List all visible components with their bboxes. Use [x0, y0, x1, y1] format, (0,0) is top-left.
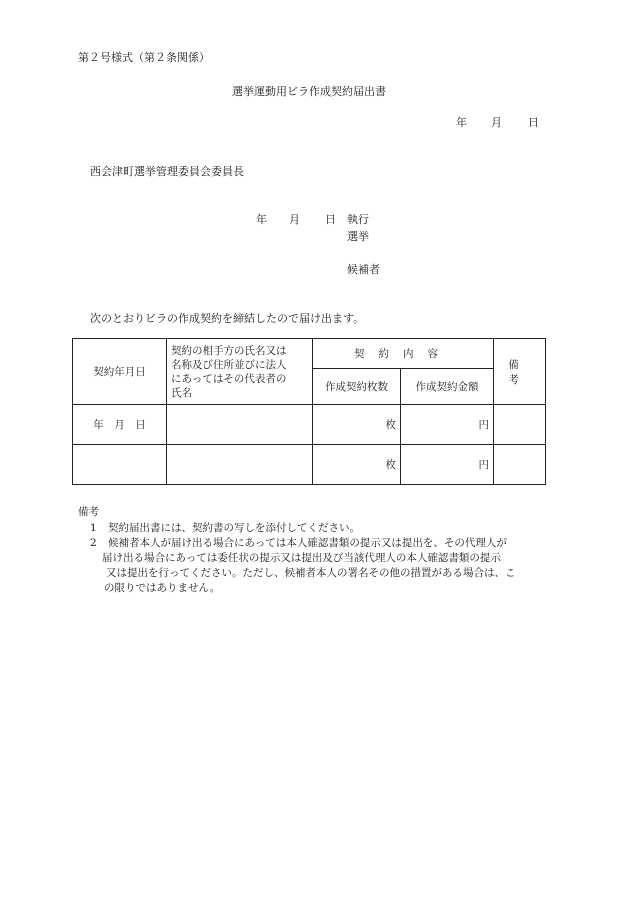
row-counterparty-cell[interactable]	[167, 445, 313, 485]
row-remarks-cell[interactable]	[494, 445, 546, 485]
note-line: の限りではありません。	[104, 582, 221, 594]
date-year-label: 年	[456, 116, 467, 129]
date-day-label: 日	[528, 116, 539, 129]
note-text	[102, 536, 558, 596]
table-row	[73, 405, 546, 445]
document-title: 選挙運動用ビラ作成契約届出書	[232, 85, 386, 98]
addressee: 西会津町選挙管理委員会委員長	[90, 165, 244, 178]
statement-text: 次のとおりビラの作成契約を締結したので届け出ます。	[90, 312, 365, 325]
contract-table	[72, 338, 546, 485]
header-contract-details	[313, 339, 494, 369]
candidate-label: 候補者	[347, 263, 380, 276]
election-label: 選挙	[347, 230, 369, 243]
note-line: 届け出る場合にあっては委任状の提示又は提出及び当該代理人の本人確認書類の提示	[102, 552, 501, 564]
note-line: 契約届出書には、契約書の写しを添付してください。	[108, 522, 360, 534]
form-number: 第２号様式（第２条関係）	[78, 51, 210, 64]
row-counterparty-cell[interactable]	[167, 405, 313, 445]
note-text	[108, 521, 558, 536]
note-number: 2	[90, 537, 97, 549]
election-month-label: 月	[289, 213, 300, 226]
header-counterparty-line: 契約の相手方の氏名又は	[171, 344, 287, 357]
note-number: 1	[90, 522, 97, 534]
note-item	[90, 521, 558, 536]
header-counterparty-line: 名称及び住所並びに法人	[171, 358, 287, 371]
row-date-cell[interactable]: 年 月 日	[73, 405, 167, 445]
header-copies: 作成契約枚数	[313, 369, 401, 405]
row-date-cell[interactable]	[73, 445, 167, 485]
election-year-label: 年	[256, 213, 267, 226]
header-remarks-text: 備考	[508, 358, 531, 386]
election-held-label: 執行	[347, 213, 369, 226]
date-month-label: 月	[491, 116, 502, 129]
header-counterparty-line: にあってはその代表者の	[171, 372, 287, 385]
table-row	[73, 445, 546, 485]
notes-title: 備考	[78, 506, 99, 518]
header-contract-details-text: 契約内容	[354, 348, 452, 360]
row-copies-cell[interactable]: 枚	[313, 445, 401, 485]
row-copies-cell[interactable]: 枚	[313, 405, 401, 445]
note-line: 又は提出を行ってください。ただし、候補者本人の署名その他の措置がある場合は、こ	[106, 567, 516, 579]
row-amount-cell[interactable]: 円	[401, 445, 494, 485]
header-counterparty-line: 氏名	[171, 386, 192, 399]
header-contract-date: 契約年月日	[73, 339, 167, 405]
election-day-label: 日	[325, 213, 336, 226]
header-remarks	[494, 339, 546, 405]
row-remarks-cell[interactable]	[494, 405, 546, 445]
table-header-row	[73, 339, 546, 369]
header-counterparty	[167, 339, 313, 405]
note-line: 候補者本人が届け出る場合にあっては本人確認書類の提示又は提出を、その代理人が	[108, 537, 507, 549]
notes-section	[78, 505, 558, 596]
row-amount-cell[interactable]: 円	[401, 405, 494, 445]
header-amount: 作成契約金額	[401, 369, 494, 405]
note-item	[90, 536, 558, 596]
